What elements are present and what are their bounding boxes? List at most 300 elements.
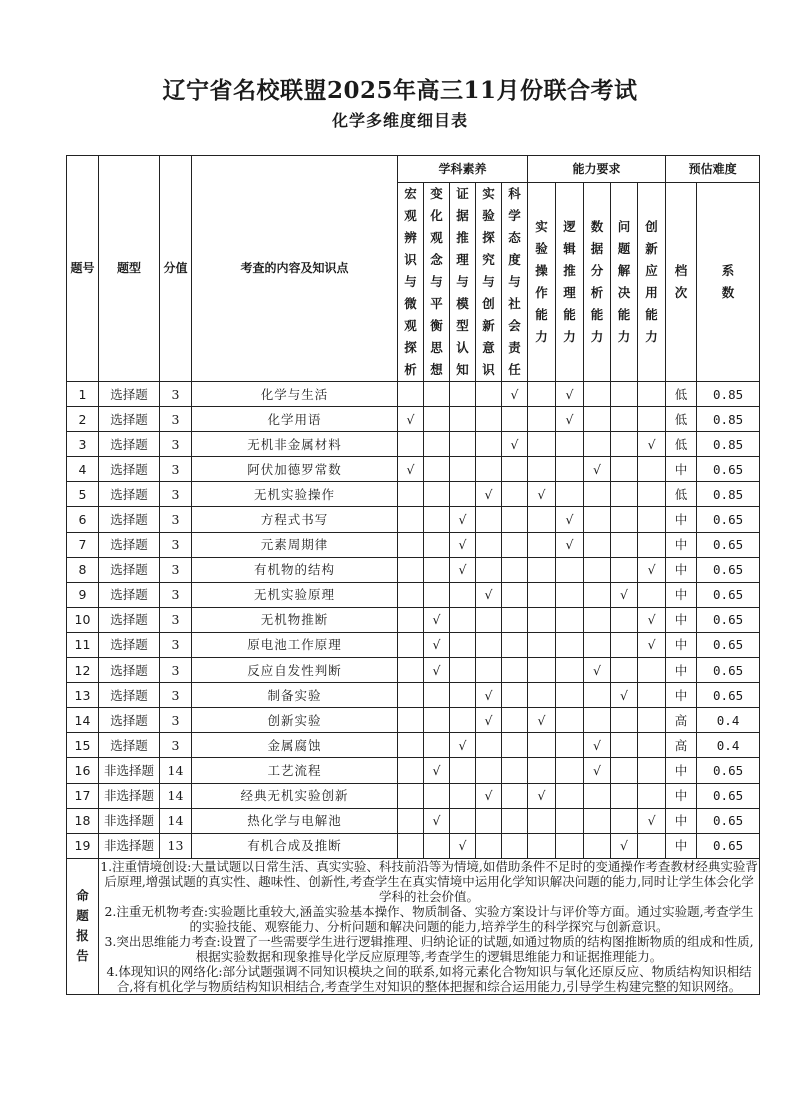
literacy-check-cell: √ [476,482,502,507]
ability-header-5: 创新应用能力 [638,183,666,382]
question-content: 无机实验原理 [192,582,398,607]
literacy-check-cell: √ [476,783,502,808]
table-row [67,432,760,457]
ability-check-cell [528,683,556,708]
table-row [67,507,760,532]
ability-check-cell [556,833,584,858]
report-row [67,858,760,994]
ability-check-cell [638,507,666,532]
literacy-check-cell [476,457,502,482]
question-number: 14 [67,708,99,733]
ability-check-cell [638,833,666,858]
ability-check-cell [584,407,611,432]
question-type: 选择题 [99,607,160,632]
ability-check-cell [584,783,611,808]
literacy-check-cell [476,507,502,532]
ability-check-cell: √ [584,457,611,482]
question-score: 3 [160,407,192,432]
literacy-header-3: 证据推理与模型认知 [450,183,476,382]
literacy-check-cell: √ [424,632,450,657]
question-type: 选择题 [99,432,160,457]
difficulty-level: 中 [666,683,697,708]
literacy-check-cell [450,808,476,833]
ability-check-cell [528,808,556,833]
question-content: 方程式书写 [192,507,398,532]
ability-check-cell [611,557,638,582]
ability-check-cell [556,733,584,758]
literacy-check-cell: √ [502,382,528,407]
difficulty-coef: 0.85 [697,382,760,407]
literacy-check-cell [424,733,450,758]
col-type-header: 题型 [99,156,160,382]
ability-check-cell [528,582,556,607]
ability-check-cell [584,507,611,532]
literacy-check-cell [424,457,450,482]
literacy-check-cell [424,557,450,582]
difficulty-coef: 0.85 [697,407,760,432]
question-score: 14 [160,758,192,783]
literacy-check-cell: √ [424,658,450,683]
difficulty-coef: 0.65 [697,607,760,632]
ability-check-cell [528,382,556,407]
question-type: 非选择题 [99,783,160,808]
literacy-check-cell: √ [424,758,450,783]
ability-check-cell [611,632,638,657]
col-content-header: 考查的内容及知识点 [192,156,398,382]
question-score: 3 [160,382,192,407]
literacy-check-cell [398,733,424,758]
ability-check-cell [556,783,584,808]
ability-check-cell [638,457,666,482]
question-content: 元素周期律 [192,532,398,557]
ability-check-cell: √ [638,632,666,657]
question-score: 3 [160,683,192,708]
literacy-check-cell [450,482,476,507]
table-row [67,658,760,683]
question-content: 创新实验 [192,708,398,733]
literacy-check-cell: √ [450,733,476,758]
ability-check-cell: √ [528,482,556,507]
ability-check-cell: √ [528,708,556,733]
question-number: 11 [67,632,99,657]
report-paragraph: 1.注重情境创设:大量试题以日常生活、真实实验、科技前沿等为情境,如借助条件不足时的变通操作考查教材经典实验背后原理,增强试题的真实性、趣味性、创新性,考查学生在真实情境中运用化学知识解决问题的能力,同时让学生体会化学学科的社会价值。 [100,858,758,904]
literacy-check-cell [424,708,450,733]
ability-check-cell: √ [638,808,666,833]
report-paragraph: 4.体现知识的网络化:部分试题强调不同知识模块之间的联系,如将元素化合物知识与氧化还原反应、物质结构知识相结合,将有机化学与物质结构知识相结合,考查学生对知识的整体把握和综合运用能力,引导学生构建完整的知识网络。 [106,963,752,994]
ability-check-cell [638,758,666,783]
literacy-check-cell [476,407,502,432]
question-score: 3 [160,532,192,557]
literacy-check-cell [424,683,450,708]
ability-check-cell [611,507,638,532]
ability-check-cell [611,658,638,683]
difficulty-coef: 0.65 [697,632,760,657]
question-content: 无机实验操作 [192,482,398,507]
literacy-check-cell: √ [476,683,502,708]
literacy-check-cell [502,532,528,557]
difficulty-level: 中 [666,783,697,808]
question-number: 9 [67,582,99,607]
question-content: 无机物推断 [192,607,398,632]
ability-header-3: 数据分析能力 [584,183,611,382]
ability-check-cell [528,557,556,582]
question-type: 选择题 [99,658,160,683]
ability-check-cell [611,808,638,833]
literacy-check-cell [502,708,528,733]
question-number: 17 [67,783,99,808]
ability-check-cell [556,632,584,657]
ability-check-cell [611,783,638,808]
ability-check-cell [638,532,666,557]
question-score: 13 [160,833,192,858]
ability-check-cell: √ [611,582,638,607]
literacy-check-cell [476,833,502,858]
question-score: 3 [160,582,192,607]
ability-check-cell [638,582,666,607]
difficulty-coef: 0.65 [697,783,760,808]
question-number: 7 [67,532,99,557]
literacy-check-cell [502,507,528,532]
difficulty-level: 中 [666,507,697,532]
question-score: 3 [160,632,192,657]
question-score: 3 [160,733,192,758]
table-row [67,557,760,582]
ability-check-cell: √ [584,758,611,783]
ability-check-cell: √ [584,658,611,683]
question-content: 阿伏加德罗常数 [192,457,398,482]
ability-check-cell [611,607,638,632]
literacy-check-cell [398,683,424,708]
question-score: 3 [160,457,192,482]
literacy-check-cell [502,482,528,507]
ability-check-cell [556,758,584,783]
literacy-check-cell [424,432,450,457]
question-score: 3 [160,432,192,457]
literacy-check-cell: √ [424,607,450,632]
col-number-header: 题号 [67,156,99,382]
col-score-header: 分值 [160,156,192,382]
literacy-check-cell: √ [502,432,528,457]
literacy-check-cell [424,582,450,607]
ability-header-2: 逻辑推理能力 [556,183,584,382]
literacy-check-cell [476,758,502,783]
ability-check-cell [584,708,611,733]
literacy-check-cell [502,808,528,833]
literacy-check-cell [450,457,476,482]
ability-check-cell: √ [528,783,556,808]
literacy-check-cell [398,582,424,607]
report-body [99,858,760,994]
difficulty-level: 低 [666,482,697,507]
table-row [67,457,760,482]
ability-check-cell [584,683,611,708]
difficulty-coef: 0.65 [697,808,760,833]
ability-check-cell: √ [638,432,666,457]
literacy-header-5: 科学态度与社会责任 [502,183,528,382]
ability-check-cell [611,482,638,507]
question-type: 选择题 [99,632,160,657]
ability-check-cell [584,632,611,657]
question-content: 金属腐蚀 [192,733,398,758]
ability-check-cell [611,457,638,482]
table-row [67,582,760,607]
literacy-check-cell [476,808,502,833]
literacy-check-cell [476,658,502,683]
spec-table [66,155,760,995]
ability-check-cell [556,683,584,708]
question-type: 选择题 [99,683,160,708]
question-number: 1 [67,382,99,407]
question-number: 6 [67,507,99,532]
ability-check-cell [584,532,611,557]
difficulty-level: 中 [666,532,697,557]
literacy-check-cell [502,557,528,582]
literacy-header-1: 宏观辨识与微观探析 [398,183,424,382]
ability-check-cell: √ [584,733,611,758]
literacy-check-cell [424,482,450,507]
table-row [67,683,760,708]
literacy-check-cell [450,432,476,457]
question-content: 热化学与电解池 [192,808,398,833]
ability-check-cell [638,382,666,407]
difficulty-coef: 0.4 [697,708,760,733]
question-type: 选择题 [99,407,160,432]
ability-check-cell [638,708,666,733]
literacy-check-cell [398,708,424,733]
question-number: 4 [67,457,99,482]
question-content: 无机非金属材料 [192,432,398,457]
question-number: 2 [67,407,99,432]
difficulty-level: 中 [666,808,697,833]
literacy-check-cell: √ [398,407,424,432]
level-header: 档次 [666,183,697,382]
ability-check-cell [528,632,556,657]
literacy-check-cell [450,607,476,632]
question-type: 选择题 [99,582,160,607]
literacy-check-cell [502,457,528,482]
question-number: 12 [67,658,99,683]
literacy-check-cell [398,833,424,858]
difficulty-coef: 0.85 [697,482,760,507]
question-number: 8 [67,557,99,582]
literacy-check-cell [502,582,528,607]
literacy-check-cell: √ [476,708,502,733]
table-row [67,758,760,783]
difficulty-coef: 0.65 [697,532,760,557]
ability-check-cell: √ [638,557,666,582]
literacy-check-cell: √ [476,582,502,607]
literacy-check-cell [476,382,502,407]
literacy-check-cell [398,607,424,632]
literacy-check-cell [450,407,476,432]
ability-check-cell [556,808,584,833]
table-row [67,382,760,407]
report-paragraph: 3.突出思维能力考查:设置了一些需要学生进行逻辑推理、归纳论证的试题,如通过物质的结构图推断物质的组成和性质,根据实验数据和现象推导化学反应原理等,考查学生的逻辑思维能力和证据推理能力。 [104,933,754,964]
ability-check-cell [611,758,638,783]
question-content: 反应自发性判断 [192,658,398,683]
literacy-check-cell [398,758,424,783]
ability-check-cell: √ [611,833,638,858]
literacy-check-cell: √ [450,507,476,532]
difficulty-level: 中 [666,632,697,657]
ability-check-cell [528,532,556,557]
ability-check-cell: √ [556,407,584,432]
table-row [67,407,760,432]
difficulty-coef: 0.65 [697,658,760,683]
ability-check-cell [528,758,556,783]
question-type: 选择题 [99,708,160,733]
difficulty-coef: 0.65 [697,582,760,607]
literacy-check-cell [424,507,450,532]
literacy-check-cell [450,783,476,808]
literacy-check-cell [398,507,424,532]
ability-check-cell [556,658,584,683]
literacy-check-cell: √ [450,557,476,582]
literacy-check-cell [450,683,476,708]
ability-check-cell [584,382,611,407]
ability-check-cell [584,833,611,858]
literacy-check-cell [450,632,476,657]
literacy-check-cell [450,708,476,733]
literacy-check-cell [502,683,528,708]
question-type: 选择题 [99,482,160,507]
ability-check-cell [584,607,611,632]
difficulty-level: 中 [666,758,697,783]
ability-check-cell [584,482,611,507]
ability-check-cell [584,557,611,582]
coef-header: 系数 [697,183,760,382]
question-type: 选择题 [99,507,160,532]
question-number: 3 [67,432,99,457]
ability-check-cell: √ [556,507,584,532]
question-number: 15 [67,733,99,758]
report-paragraph: 2.注重无机物考查:实验题比重较大,涵盖实验基本操作、物质制备、实验方案设计与评价等方面。通过实验题,考查学生的实验技能、观察能力、分析问题和解决问题的能力,培养学生的科学探究与创新意识。 [104,903,754,934]
literacy-check-cell [476,432,502,457]
question-score: 3 [160,708,192,733]
difficulty-coef: 0.65 [697,507,760,532]
ability-check-cell: √ [611,683,638,708]
difficulty-level: 高 [666,708,697,733]
question-content: 工艺流程 [192,758,398,783]
ability-check-cell [556,557,584,582]
literacy-check-cell [502,658,528,683]
ability-check-cell [638,482,666,507]
literacy-check-cell [398,532,424,557]
ability-check-cell [556,607,584,632]
table-row [67,733,760,758]
literacy-check-cell [476,557,502,582]
literacy-check-cell [450,758,476,783]
question-score: 3 [160,607,192,632]
question-type: 非选择题 [99,808,160,833]
question-score: 3 [160,482,192,507]
question-number: 18 [67,808,99,833]
question-number: 16 [67,758,99,783]
literacy-check-cell [398,557,424,582]
difficulty-level: 低 [666,382,697,407]
question-type: 选择题 [99,457,160,482]
difficulty-level: 中 [666,658,697,683]
difficulty-level: 中 [666,607,697,632]
literacy-check-cell [476,733,502,758]
ability-check-cell [611,382,638,407]
ability-check-cell [638,733,666,758]
literacy-check-cell [502,758,528,783]
literacy-check-cell [398,482,424,507]
question-content: 化学用语 [192,407,398,432]
difficulty-coef: 0.65 [697,833,760,858]
question-number: 10 [67,607,99,632]
ability-check-cell [611,532,638,557]
question-content: 经典无机实验创新 [192,783,398,808]
ability-check-cell [556,482,584,507]
question-content: 原电池工作原理 [192,632,398,657]
question-type: 选择题 [99,532,160,557]
literacy-check-cell [398,783,424,808]
difficulty-coef: 0.4 [697,733,760,758]
literacy-check-cell [424,783,450,808]
question-score: 3 [160,507,192,532]
question-content: 化学与生活 [192,382,398,407]
ability-check-cell [638,683,666,708]
literacy-check-cell [398,808,424,833]
ability-check-cell [528,833,556,858]
literacy-check-cell [476,607,502,632]
ability-check-cell [528,432,556,457]
literacy-check-cell [398,382,424,407]
literacy-check-cell: √ [450,532,476,557]
table-row [67,783,760,808]
literacy-check-cell [502,632,528,657]
ability-check-cell [556,582,584,607]
question-number: 5 [67,482,99,507]
ability-check-cell [611,708,638,733]
literacy-check-cell [424,532,450,557]
literacy-check-cell [398,658,424,683]
difficulty-level: 低 [666,407,697,432]
page-subtitle: 化学多维度细目表 [331,111,468,130]
page-title: 辽宁省名校联盟2025年高三11月份联合考试 [162,77,638,104]
literacy-check-cell [476,632,502,657]
literacy-check-cell [424,382,450,407]
question-score: 14 [160,783,192,808]
ability-check-cell [584,808,611,833]
question-number: 19 [67,833,99,858]
question-number: 13 [67,683,99,708]
table-body [67,382,760,859]
difficulty-coef: 0.65 [697,683,760,708]
ability-check-cell [528,658,556,683]
literacy-check-cell: √ [424,808,450,833]
literacy-check-cell [450,382,476,407]
table-row [67,708,760,733]
ability-check-cell [556,432,584,457]
question-score: 3 [160,658,192,683]
ability-check-cell [638,783,666,808]
ability-check-cell [611,407,638,432]
group-difficulty-header: 预估难度 [666,156,760,183]
ability-check-cell [638,407,666,432]
table-row [67,833,760,858]
question-type: 选择题 [99,382,160,407]
question-type: 非选择题 [99,758,160,783]
group-literacy-header: 学科素养 [398,156,528,183]
difficulty-level: 低 [666,432,697,457]
literacy-header-4: 实验探究与创新意识 [476,183,502,382]
difficulty-coef: 0.65 [697,457,760,482]
table-row [67,482,760,507]
ability-check-cell [584,582,611,607]
